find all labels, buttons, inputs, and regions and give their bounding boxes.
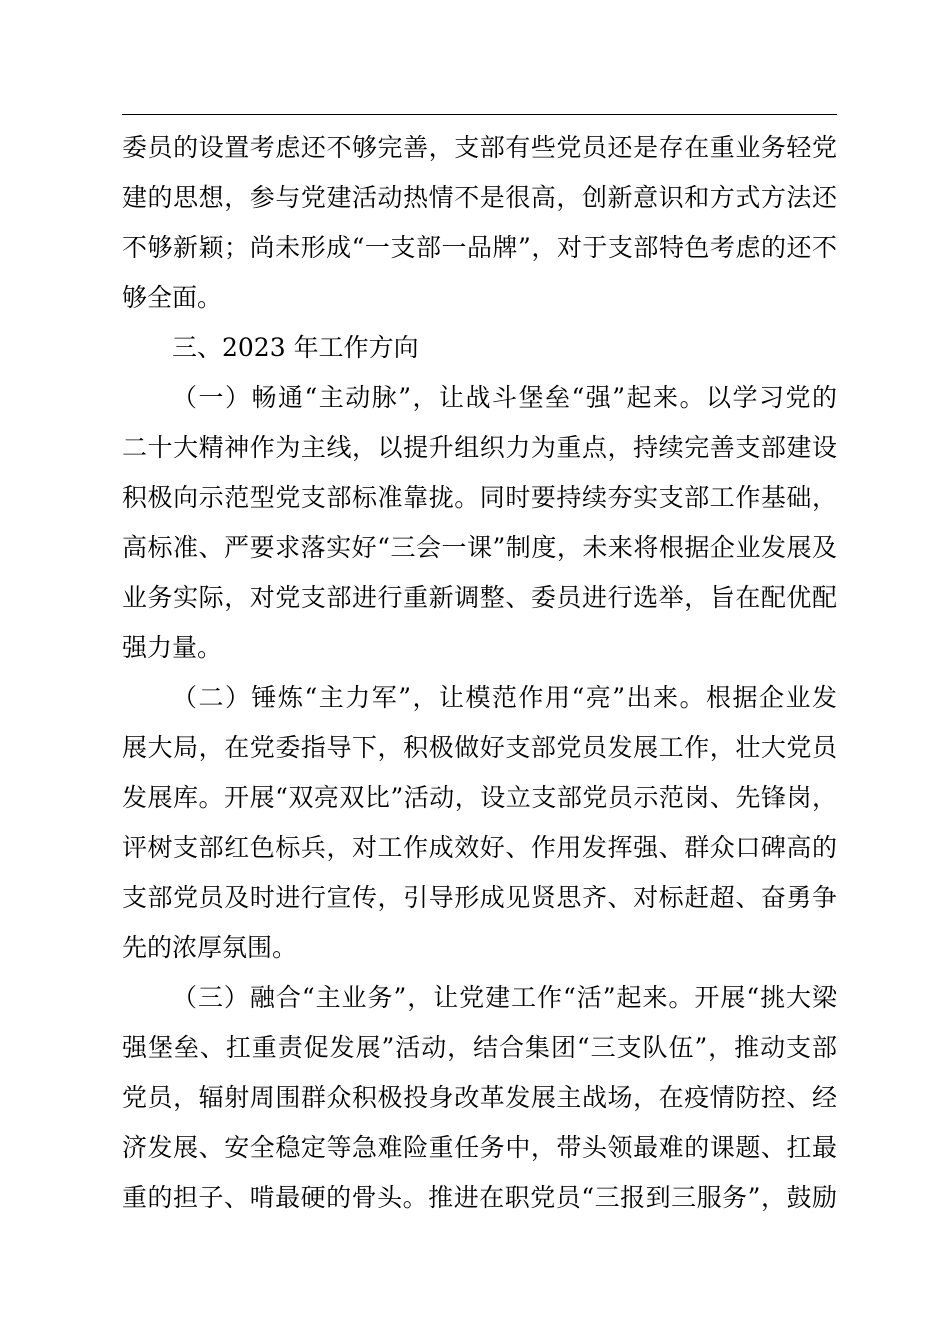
text-line: 业务实际，对党支部进行重新调整、委员进行选举，旨在配优配 xyxy=(122,583,837,612)
text-line: 强力量。 xyxy=(122,633,223,662)
section-heading: 三、2023 年工作方向 xyxy=(172,333,419,362)
text-line: 济发展、安全稳定等急难险重任务中，带头领最难的课题、扛最 xyxy=(122,1133,837,1162)
text-line: 党员，辐射周围群众积极投身改革发展主战场，在疫情防控、经 xyxy=(122,1083,837,1112)
text-line: 委员的设置考虑还不够完善，支部有些党员还是存在重业务轻党 xyxy=(122,133,837,162)
text-line: 先的浓厚氛围。 xyxy=(122,933,298,962)
text-line: 不够新颖；尚未形成“一支部一品牌”，对于支部特色考虑的还不 xyxy=(122,233,837,262)
text-line: 强堡垒、扛重责促发展”活动，结合集团“三支队伍”，推动支部 xyxy=(122,1033,837,1062)
text-line: 够全面。 xyxy=(122,283,223,312)
paragraph-heading-line: （三）融合“主业务”，让党建工作“活”起来。开展“挑大梁 xyxy=(172,983,837,1012)
text-line: 重的担子、啃最硬的骨头。推进在职党员“三报到三服务”，鼓励 xyxy=(122,1183,837,1212)
text-line: 二十大精神作为主线，以提升组织力为重点，持续完善支部建设 xyxy=(122,433,837,462)
text-line: 高标准、严要求落实好“三会一课”制度，未来将根据企业发展及 xyxy=(122,533,837,562)
document-body xyxy=(122,123,837,1223)
text-line: 建的思想，参与党建活动热情不是很高，创新意识和方式方法还 xyxy=(122,183,837,212)
text-line: 展大局，在党委指导下，积极做好支部党员发展工作，壮大党员 xyxy=(122,733,837,762)
text-line: 积极向示范型党支部标准靠拢。同时要持续夯实支部工作基础， xyxy=(122,483,837,512)
text-line: 评树支部红色标兵，对工作成效好、作用发挥强、群众口碑高的 xyxy=(122,833,837,862)
text-line: 支部党员及时进行宣传，引导形成见贤思齐、对标赶超、奋勇争 xyxy=(122,883,837,912)
paragraph-heading-line: （二）锤炼“主力军”，让模范作用“亮”出来。根据企业发 xyxy=(172,683,837,712)
text-line: 发展库。开展“双亮双比”活动，设立支部党员示范岗、先锋岗， xyxy=(122,783,837,812)
paragraph-heading-line: （一）畅通“主动脉”，让战斗堡垒“强”起来。以学习党的 xyxy=(172,383,837,412)
header-rule xyxy=(122,114,837,115)
